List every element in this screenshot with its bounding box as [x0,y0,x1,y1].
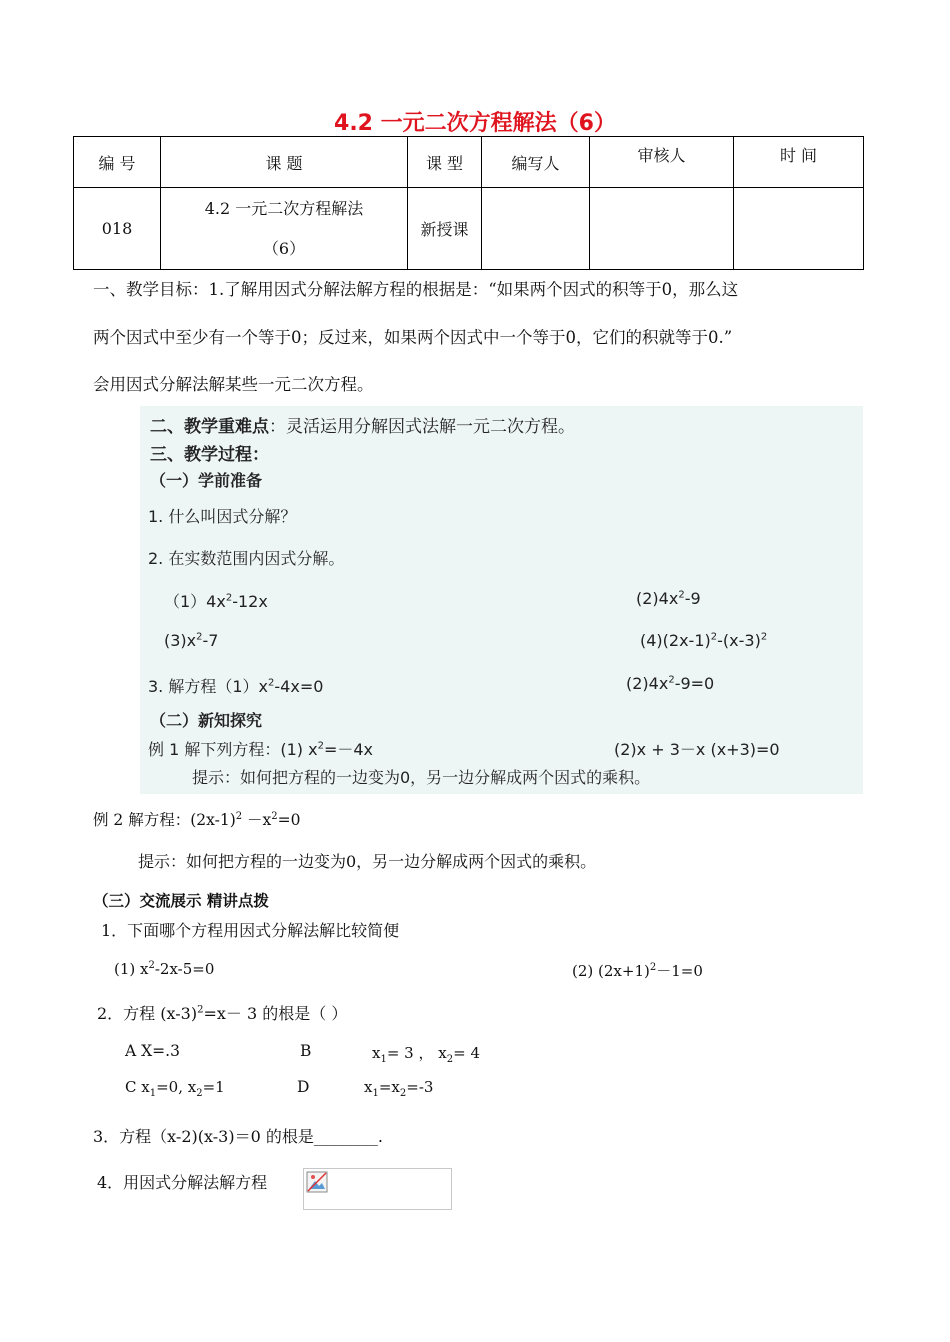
process-heading: 三、教学过程： [150,445,269,465]
header-course: 课 题 [161,137,408,188]
lesson-info-table [73,136,864,270]
factor-item-3: $(3)x^2-7$ [164,631,219,650]
question-2-option-d: $x_1=x_2=-3$ [364,1078,434,1099]
question-2-option-a: A X=.3 [125,1042,180,1060]
cell-course-line1: 4.2 一元二次方程解法 [204,198,364,218]
equation-image-placeholder [303,1168,452,1210]
factor-item-1: $(1)4x^2-12x$ [164,592,268,611]
prep-question-3: 3. 解方程$(1)x^2-4x=0$ [148,677,324,696]
teaching-process-panel [140,406,863,794]
page-title: 4.2 一元二次方程解法（6） [334,111,616,136]
explore-heading: （二）新知探究 [150,711,263,730]
cell-time [734,188,864,270]
prep-question-2: 2. 在实数范围内因式分解。 [148,549,345,568]
key-points-line: 二、教学重难点：灵活运用分解因式法解一元二次方程。 [150,417,575,437]
cell-number: 018 [74,188,161,270]
cell-course [161,188,408,270]
question-4: 4．用因式分解法解方程 [97,1173,268,1192]
header-number: 编 号 [74,137,161,188]
header-author: 编写人 [482,137,590,188]
prep-heading: （一）学前准备 [150,471,263,490]
section-3-heading: （三）交流展示 精讲点拨 [93,892,269,910]
factor-item-4: $(4)(2x-1)^2-(x-3)^2$ [640,631,768,650]
cell-reviewer [590,188,734,270]
example-1-hint: 提示：如何把方程的一边变为0，另一边分解成两个因式的乘积。 [192,768,651,787]
header-time: 时 间 [734,137,864,188]
cell-course-line2: （6） [262,238,306,258]
question-1-option-2: (2) $(2x+1)^2-1=0$ [572,962,703,980]
example-1-part2: (2)x + 3－x (x+3)=0 [614,740,780,759]
goals-line2: 两个因式中至少有一个等于0；反过来，如果两个因式中一个等于0，它们的积就等于0.” [93,328,733,347]
prep-question-3-part2: $(2)4x^2-9=0$ [626,674,715,693]
prep-question-1: 1. 什么叫因式分解？ [148,507,297,526]
example-1: 例 1 解下列方程：(1) $x^2=-4x$ [148,740,374,759]
question-2: 2．方程 $(x-3)^2=x- 3$ 的根是（ ） [97,1004,348,1023]
question-2-option-b: $x_1= 3$ ， $x_2= 4$ [372,1044,480,1065]
question-3: 3．方程（x-2)(x-3)＝0 的根是________. [93,1127,383,1146]
goals-line3: 会用因式分解法解某些一元二次方程。 [93,375,374,394]
table-row [74,188,864,270]
factor-item-2: $(2)4x^2-9$ [636,589,701,608]
example-2: 例 2 解方程：$(2x-1)^2 -x^2=0$ [93,810,301,829]
question-2-option-b-label: B [300,1042,312,1060]
cell-type: 新授课 [408,188,482,270]
question-1-option-1: (1) $x^2-2x-5=0$ [114,960,215,978]
table-header-row [74,137,864,188]
question-1: 1．下面哪个方程用因式分解法解比较简便 [101,921,400,940]
header-reviewer: 审核人 [590,137,734,188]
example-2-hint: 提示：如何把方程的一边变为0，另一边分解成两个因式的乘积。 [138,852,597,871]
cell-author [482,188,590,270]
question-2-option-d-label: D [297,1078,310,1096]
header-type: 课 型 [408,137,482,188]
question-2-option-c: C $x_1=0$, $x_2=1$ [125,1078,225,1099]
broken-image-icon [306,1171,328,1193]
goals-line1: 一、教学目标：1.了解用因式分解法解方程的根据是：“如果两个因式的积等于0，那么这 [93,280,739,299]
